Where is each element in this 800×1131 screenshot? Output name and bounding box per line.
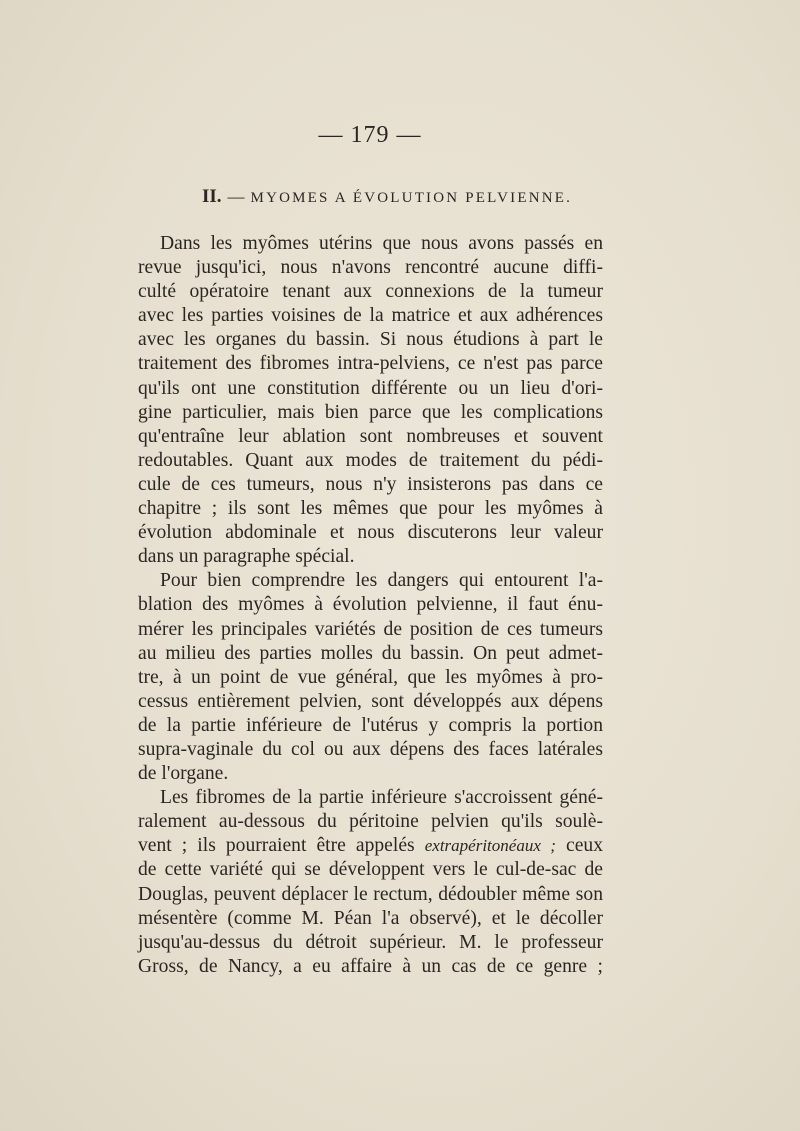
text-line: jusqu'au-dessus du détroit supérieur. M. le professeur — [138, 931, 603, 953]
text-segment: ceux — [555, 835, 604, 857]
text-line: de l'organe. — [138, 763, 229, 785]
text-line: évolution abdominale et nous discuterons leur valeur — [138, 522, 603, 544]
text-line: de cette variété qui se développent vers le cul-de-sac de — [138, 859, 603, 881]
text-line: redoutables. Quant aux modes de traitement du pédi- — [138, 449, 603, 471]
text-line: chapitre ; ils sont les mêmes que pour les myômes à — [138, 498, 603, 520]
section-title: MYOMES A ÉVOLUTION PELVIENNE. — [250, 190, 573, 206]
text-segment: vent ; ils pourraient être appelés — [138, 835, 415, 857]
text-line: gine particulier, mais bien parce que les complications — [138, 401, 603, 423]
text-line: cessus entièrement pelvien, sont développés aux dépens — [138, 690, 603, 712]
text-line: mérer les principales variétés de position de ces tumeurs — [138, 618, 603, 640]
text-line: avec les parties voisines de la matrice et aux adhérences — [138, 305, 603, 327]
text-line: Pour bien comprendre les dangers qui entourent l'a- — [160, 570, 603, 592]
text-line: ralement au-dessous du péritoine pelvien qu'ils soulè- — [138, 811, 603, 833]
section-numeral: II. — [202, 186, 222, 207]
text-line: de la partie inférieure de l'utérus y compris la portion — [138, 714, 603, 736]
text-line: Gross, de Nancy, a eu affaire à un cas de ce genre ; — [138, 955, 603, 977]
text-line — [138, 834, 603, 858]
text-line: supra-vaginale du col ou aux dépens des faces latérales — [138, 738, 603, 760]
section-dash: — — [227, 187, 245, 206]
text-line: Douglas, peuvent déplacer le rectum, dédoubler même son — [138, 883, 603, 905]
text-line: traitement des fibromes intra-pelviens, ce n'est pas parce — [138, 353, 603, 375]
text-line: Les fibromes de la partie inférieure s'accroissent géné- — [160, 787, 603, 809]
text-line: tre, à un point de vue général, que les myômes à pro- — [138, 666, 603, 688]
section-heading — [202, 186, 572, 208]
text-line: cule de ces tumeurs, nous n'y insisterons pas dans ce — [138, 473, 603, 495]
body-text — [138, 232, 603, 979]
italic-term: extrapéritonéaux ; — [424, 836, 556, 856]
text-line: qu'ils ont une constitution différente ou un lieu d'ori- — [138, 377, 603, 399]
text-line: mésentère (comme M. Péan l'a observé), et le décoller — [138, 907, 603, 929]
text-line: qu'entraîne leur ablation sont nombreuses et souvent — [138, 425, 603, 447]
text-line: revue jusqu'ici, nous n'avons rencontré aucune diffi- — [138, 257, 603, 279]
text-line: avec les organes du bassin. Si nous étudions à part le — [138, 329, 603, 351]
text-line: blation des myômes à évolution pelvienne, il faut énu- — [138, 594, 603, 616]
text-line: dans un paragraphe spécial. — [138, 546, 355, 568]
text-line: au milieu des parties molles du bassin. On peut admet- — [138, 642, 603, 664]
page-number: — 179 — — [318, 122, 422, 148]
text-line: Dans les myômes utérins que nous avons passés en — [160, 233, 603, 254]
text-line: culté opératoire tenant aux connexions de la tumeur — [138, 281, 603, 303]
